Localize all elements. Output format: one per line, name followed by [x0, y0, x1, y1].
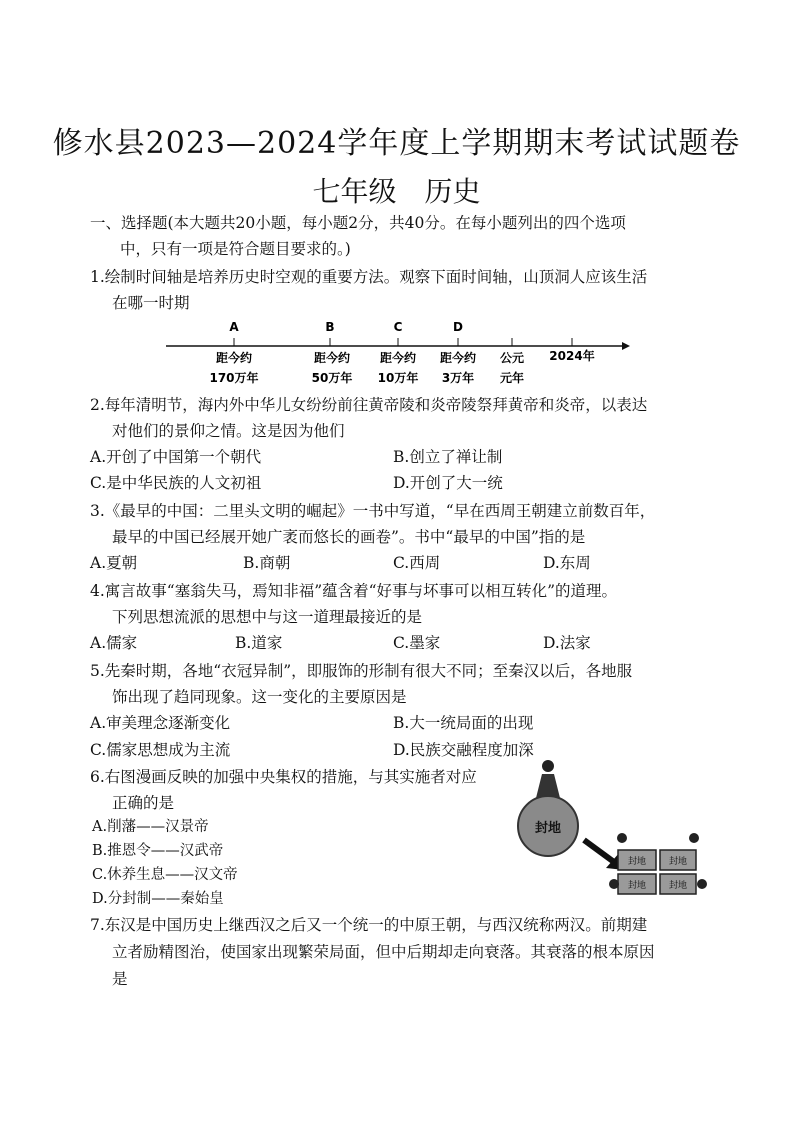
q6-stem-line2: 正确的是: [112, 794, 175, 812]
timeline-letter-c: C: [393, 320, 403, 334]
timeline-label-bottom: 50万年: [311, 371, 353, 385]
q7-stem-line1: 7.东汉是中国历史上继西汉之后又一个统一的中原王朝，与西汉统称两汉。前期建: [90, 916, 648, 934]
timeline-arrow-icon: [622, 342, 630, 350]
small-figure-icon: [609, 879, 619, 889]
q5-stem-line2: 饰出现了趋同现象。这一变化的主要原因是: [112, 688, 407, 706]
timeline-letter-a: A: [229, 320, 239, 334]
figure-body-icon: [536, 774, 560, 798]
timeline-letter-b: B: [325, 320, 335, 334]
timeline-label-bottom: 170万年: [209, 371, 259, 385]
q6-option-b: B.推恩令——汉武帝: [92, 843, 224, 859]
q1-stem-line2: 在哪一时期: [112, 294, 190, 312]
q5-option-d: D.民族交融程度加深: [393, 741, 534, 759]
section-heading-line1: 一、选择题(本大题共20小题，每小题2分，共40分。在每小题列出的四个选项: [90, 214, 626, 232]
q6-stem-line1: 6.右图漫画反映的加强中央集权的措施，与其实施者对应: [90, 768, 477, 786]
q3-option-d: D.东周: [543, 554, 591, 572]
arrow-shaft-icon: [584, 840, 614, 862]
q1-stem-line1: 1.绘制时间轴是培养历史时空观的重要方法。观察下面时间轴，山顶洞人应该生活: [90, 268, 648, 286]
q3-stem-line2: 最早的中国已经展开她广袤而悠长的画卷”。书中“最早的中国”指的是: [112, 528, 586, 546]
q3-option-b: B.商朝: [243, 554, 291, 572]
timeline-label-top: 公元: [499, 351, 525, 365]
timeline-letter-d: D: [453, 320, 463, 334]
q2-stem-line1: 2.每年清明节，海内外中华儿女纷纷前往黄帝陵和炎帝陵祭拜黄帝和炎帝，以表达: [90, 396, 648, 414]
q1-timeline: [160, 316, 630, 396]
timeline-label-top: 距今约: [313, 351, 351, 365]
q2-option-d: D.开创了大一统: [393, 474, 503, 492]
timeline-label-bottom: 元年: [499, 371, 525, 385]
small-figure-icon: [689, 833, 699, 843]
subject-label: 历史: [424, 175, 481, 208]
section-heading-line2: 中，只有一项是符合题目要求的。): [120, 240, 351, 258]
divided-fiefdom-pieces: [618, 850, 696, 894]
timeline-label-top: 距今约: [379, 351, 417, 365]
exam-title: 修水县2023—2024学年度上学期期末考试试题卷: [52, 126, 741, 161]
grade-label: 七年级: [312, 175, 397, 208]
small-figure-icon: [617, 833, 627, 843]
q3-option-c: C.西周: [393, 554, 441, 572]
piece-label: 封地: [668, 881, 688, 891]
q5-option-b: B.大一统局面的出现: [393, 714, 534, 732]
ball-label: 封地: [534, 821, 562, 836]
q6-option-a: A.削藩——汉景帝: [92, 819, 209, 835]
timeline-label-bottom: 3万年: [441, 371, 475, 385]
q2-option-c: C.是中华民族的人文初祖: [90, 474, 262, 492]
q6-option-d: D.分封制——秦始皇: [92, 891, 224, 907]
q4-stem-line2: 下列思想流派的思想中与这一道理最接近的是: [112, 608, 423, 626]
piece-label: 封地: [668, 857, 688, 867]
q4-stem-line1: 4.寓言故事“塞翁失马，焉知非福”蕴含着“好事与坏事可以相互转化”的道理。: [90, 582, 617, 600]
exam-subtitle: [0, 170, 793, 210]
q5-option-c: C.儒家思想成为主流: [90, 741, 231, 759]
timeline-label-top: 2024年: [549, 349, 595, 363]
q4-option-b: B.道家: [235, 634, 283, 652]
q2-option-a: A.开创了中国第一个朝代: [90, 448, 262, 466]
q7-stem-line3: 是: [112, 970, 128, 988]
q4-option-c: C.墨家: [393, 634, 441, 652]
piece-label: 封地: [627, 881, 647, 891]
timeline-label-top: 距今约: [215, 351, 253, 365]
q4-option-a: A.儒家: [90, 634, 138, 652]
q6-option-c: C.休养生息——汉文帝: [92, 867, 238, 883]
q5-stem-line1: 5.先秦时期，各地“衣冠异制”，即服饰的形制有很大不同；至秦汉以后，各地服: [90, 662, 633, 680]
q6-cartoon-image: [510, 758, 710, 898]
q5-option-a: A.审美理念逐渐变化: [90, 714, 231, 732]
q2-option-b: B.创立了禅让制: [393, 448, 503, 466]
q3-stem-line1: 3.《最早的中国：二里头文明的崛起》一书中写道，“早在西周王朝建立前数百年，: [90, 502, 656, 520]
q7-stem-line2: 立者励精图治，使国家出现繁荣局面，但中后期却走向衰落。其衰落的根本原因: [112, 943, 655, 961]
q3-option-a: A.夏朝: [90, 554, 138, 572]
small-figure-icon: [697, 879, 707, 889]
q4-option-d: D.法家: [543, 634, 591, 652]
piece-label: 封地: [627, 857, 647, 867]
timeline-label-top: 距今约: [439, 351, 477, 365]
timeline-label-bottom: 10万年: [377, 371, 419, 385]
figure-head-icon: [542, 760, 554, 772]
q2-stem-line2: 对他们的景仰之情。这是因为他们: [112, 422, 345, 440]
